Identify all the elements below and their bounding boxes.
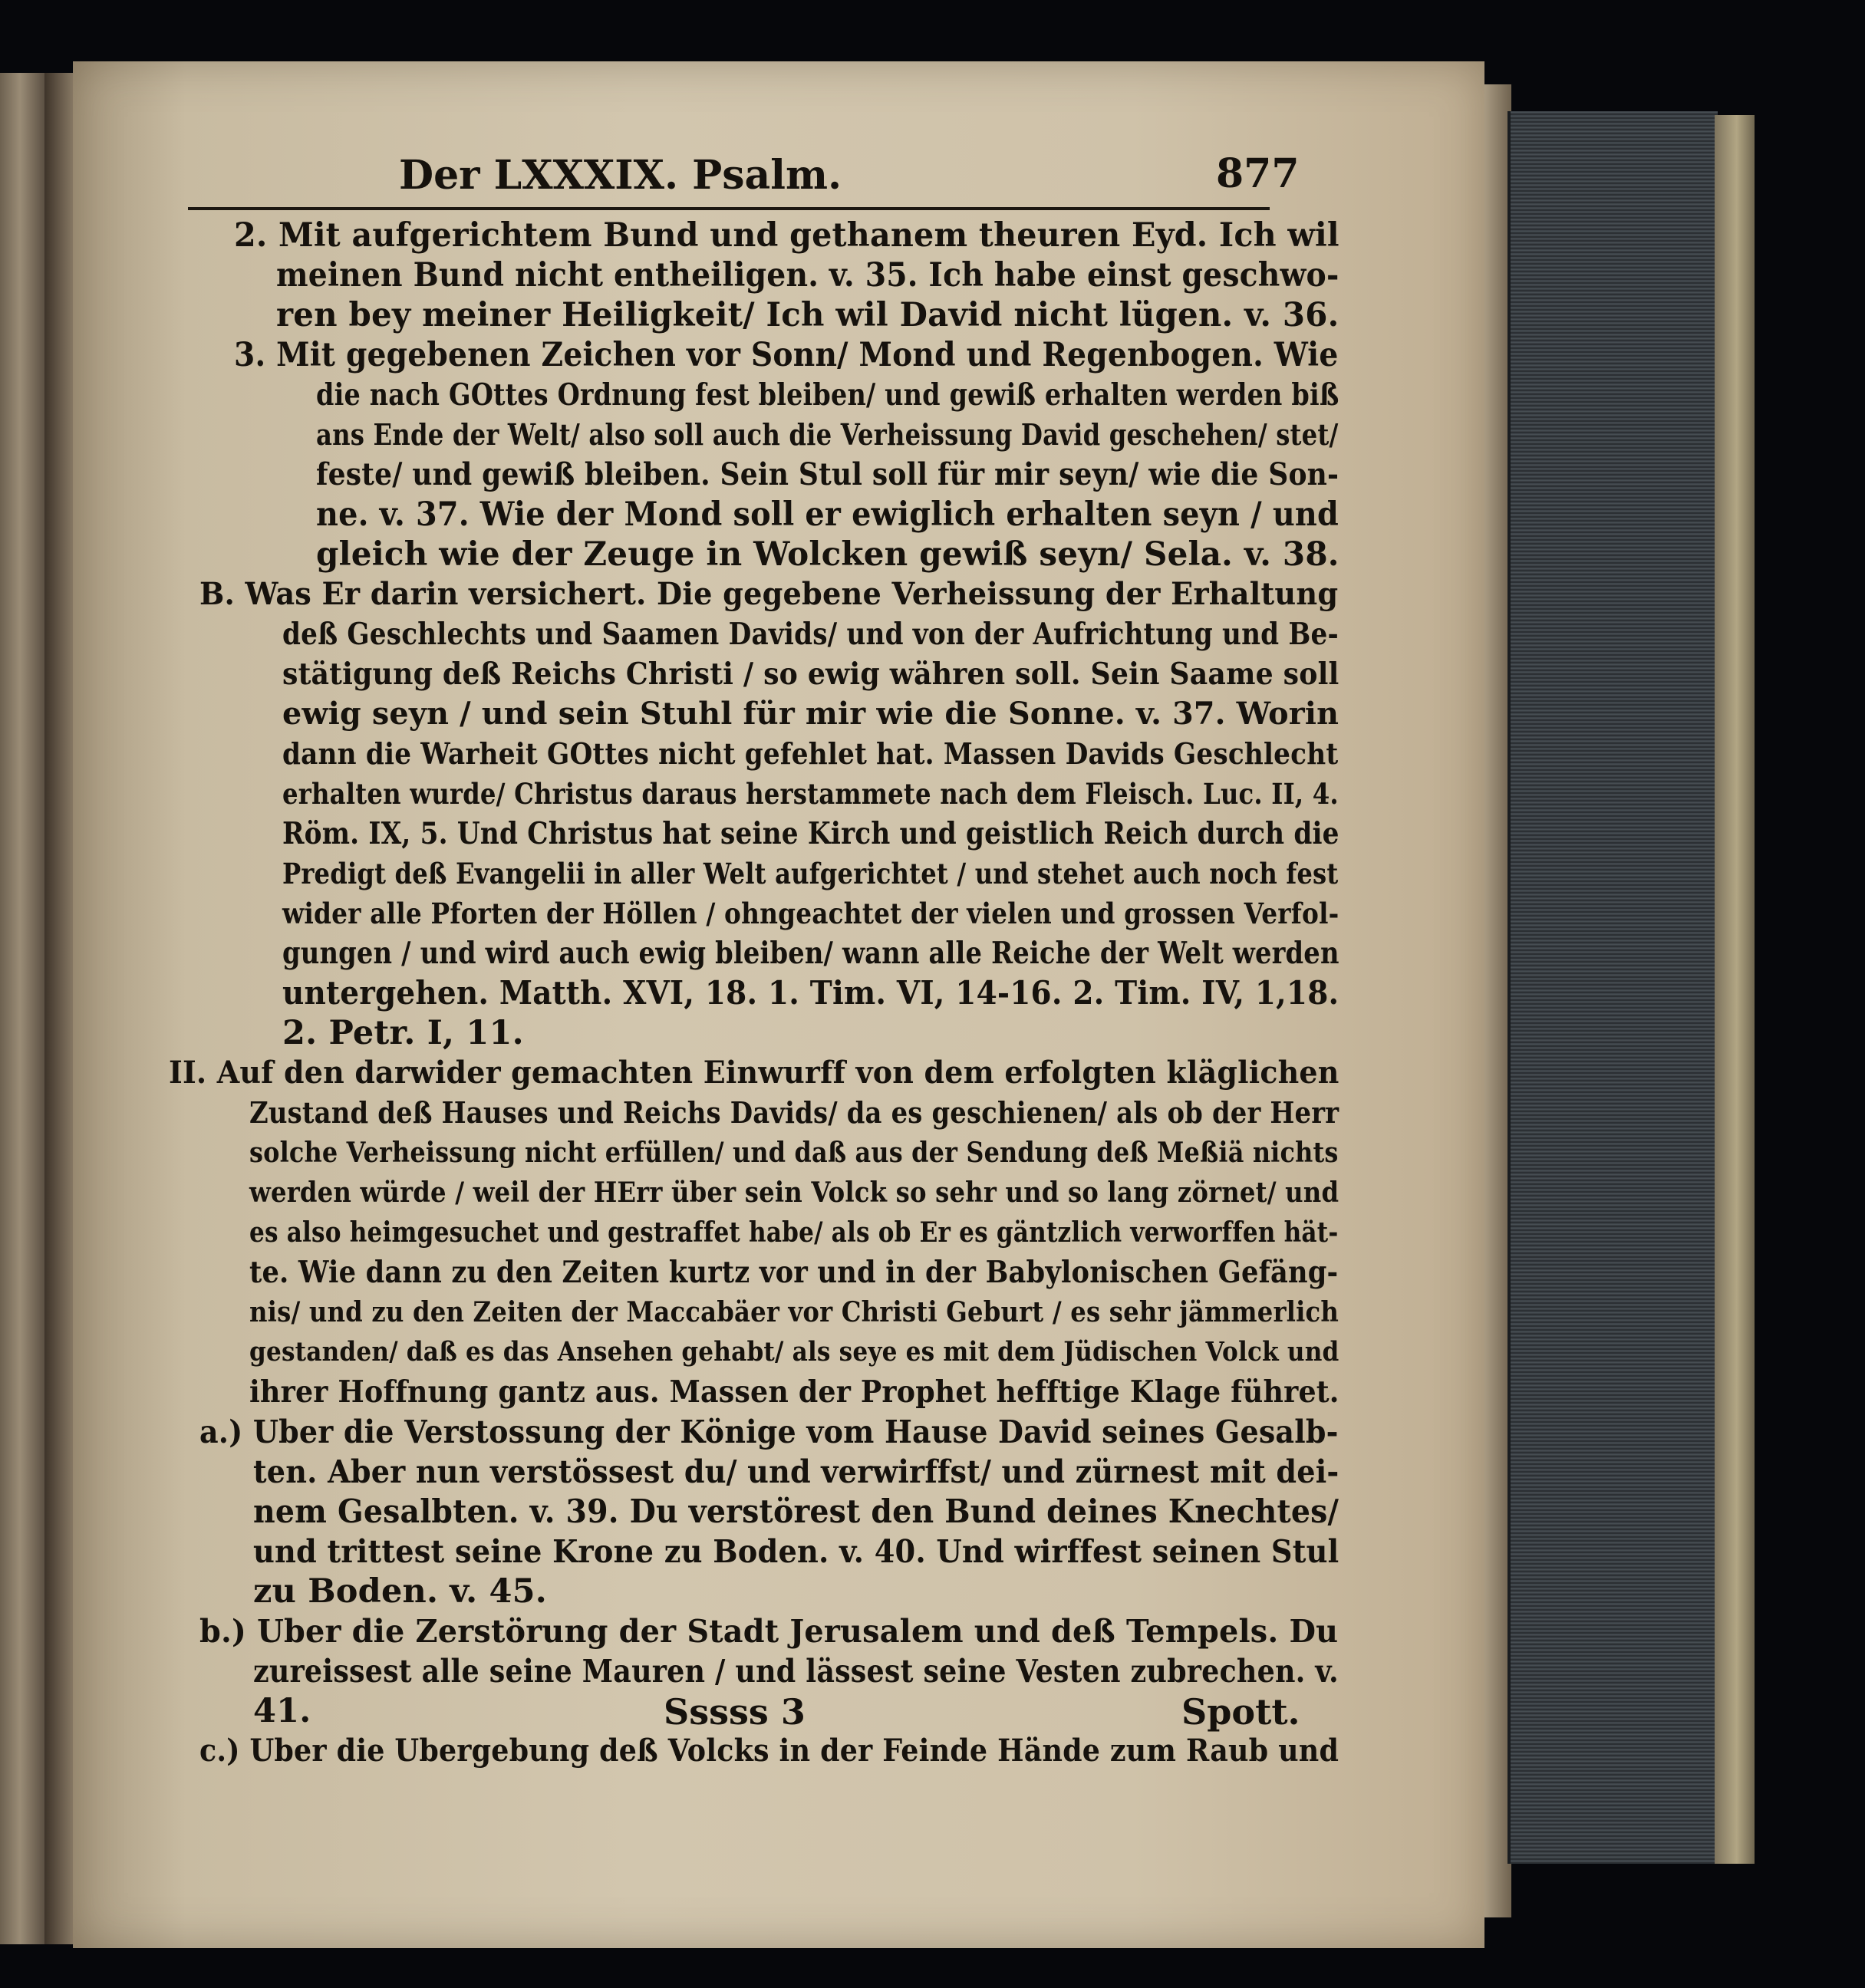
text-line: und trittest seine Krone zu Boden. v. 40. Und wirffest seinen Stul [253,1533,1339,1570]
text-line: ren bey meiner Heiligkeit/ Ich wil David nicht lügen. v. 36. [276,296,1339,334]
text-line: stätigung deß Reichs Christi / so ewig währen soll. Sein Saame soll [282,657,1339,692]
page-number: 877 [1216,150,1300,197]
text-line: es also heimgesuchet und gestraffet habe/ als ob Er es gäntzlich verworffen hät- [249,1216,1339,1249]
text-line: dann die Warheit GOttes nicht gefehlet hat. Massen Davids Geschlecht [282,736,1339,771]
text-line: c.) Uber die Ubergebung deß Volcks in der Feinde Hände zum Raub und [199,1733,1339,1769]
text-line: 2. Mit aufgerichtem Bund und gethanem theuren Eyd. Ich wil [234,216,1339,255]
text-line: werden würde / weil der HErr über sein Volck so sehr und so lang zörnet/ und [249,1177,1339,1209]
text-line: gestanden/ daß es das Ansehen gehabt/ als seye es mit dem Jüdischen Volck und [249,1336,1339,1368]
text-line: zureissest alle seine Mauren / und lässest seine Vesten zubrechen. v. [253,1653,1339,1690]
catchword: Spott. [1181,1691,1300,1733]
text-line: feste/ und gewiß bleiben. Sein Stul soll für mir seyn/ wie die Son- [316,456,1339,492]
text-line: ewig seyn / und sein Stuhl für mir wie die Sonne. v. 37. Worin [282,696,1339,732]
book-block-edges [1507,111,1718,1864]
text-line: solche Verheissung nicht erfüllen/ und daß aus der Sendung deß Meßiä nichts [249,1137,1339,1169]
text-line: ihrer Hoffnung gantz aus. Massen der Prophet hefftige Klage führet. [249,1374,1339,1410]
text-line: B. Was Er darin versichert. Die gegebene Verheissung der Erhaltung [199,576,1339,612]
text-line: untergehen. Matth. XVI, 18. 1. Tim. VI, 14-16. 2. Tim. IV, 1,18. [282,974,1339,1012]
running-head: Der LXXXIX. Psalm. [399,152,842,199]
text-line: 2. Petr. I, 11. [282,1014,524,1052]
text-line: ans Ende der Welt/ also soll auch die Verheissung David geschehen/ stet/ [316,417,1339,452]
text-line: b.) Uber die Zerstörung der Stadt Jerusalem und deß Tempels. Du [199,1613,1339,1650]
text-line: zu Boden. v. 45. [253,1572,547,1611]
text-line: nis/ und zu den Zeiten der Maccabäer vor Christi Geburt / es sehr jämmerlich [249,1296,1339,1328]
signature-mark: Sssss 3 [664,1691,806,1733]
text-line: Röm. IX, 5. Und Christus hat seine Kirch und geistlich Reich durch die [282,816,1339,851]
text-line: Predigt deß Evangelii in aller Welt aufgerichtet / und stehet auch noch fest [282,857,1339,890]
text-line: wider alle Pforten der Höllen / ohngeachtet der vielen und grossen Verfol- [282,897,1339,930]
text-line: gungen / und wird auch ewig bleiben/ wann alle Reiche der Welt werden [282,936,1339,971]
text-line: gleich wie der Zeuge in Wolcken gewiß seyn/ Sela. v. 38. [316,535,1339,574]
text-line: meinen Bund nicht entheiligen. v. 35. Ich habe einst geschwo- [276,256,1339,295]
text-line: nem Gesalbten. v. 39. Du verstörest den Bund deines Knechtes/ [253,1493,1339,1530]
text-line: Zustand deß Hauses und Reichs Davids/ da es geschienen/ als ob der Herr [249,1095,1339,1130]
book-cover-right [1715,115,1755,1864]
text-line: ten. Aber nun verstössest du/ und verwirffst/ und zürnest mit dei- [253,1453,1339,1490]
left-page-edge [0,73,47,1944]
text-line: die nach GOttes Ordnung fest bleiben/ und gewiß erhalten werden biß [316,377,1339,413]
text-line: erhalten wurde/ Christus daraus herstammete nach dem Fleisch. Luc. II, 4. [282,777,1339,811]
text-line: 41. [253,1692,311,1730]
header-rule [188,207,1270,210]
text-line: deß Geschlechts und Saamen Davids/ und von der Aufrichtung und Be- [282,617,1339,652]
text-line: 3. Mit gegebenen Zeichen vor Sonn/ Mond und Regenbogen. Wie [234,336,1339,374]
text-line: II. Auf den darwider gemachten Einwurff von dem erfolgten kläglichen [169,1055,1339,1091]
book-gutter [44,73,75,1944]
text-line: te. Wie dann zu den Zeiten kurtz vor und in der Babylonischen Gefäng- [249,1255,1339,1290]
text-line: ne. v. 37. Wie der Mond soll er ewiglich erhalten seyn / und [316,495,1339,534]
text-line: a.) Uber die Verstossung der Könige vom Hause David seines Gesalb- [199,1414,1339,1450]
